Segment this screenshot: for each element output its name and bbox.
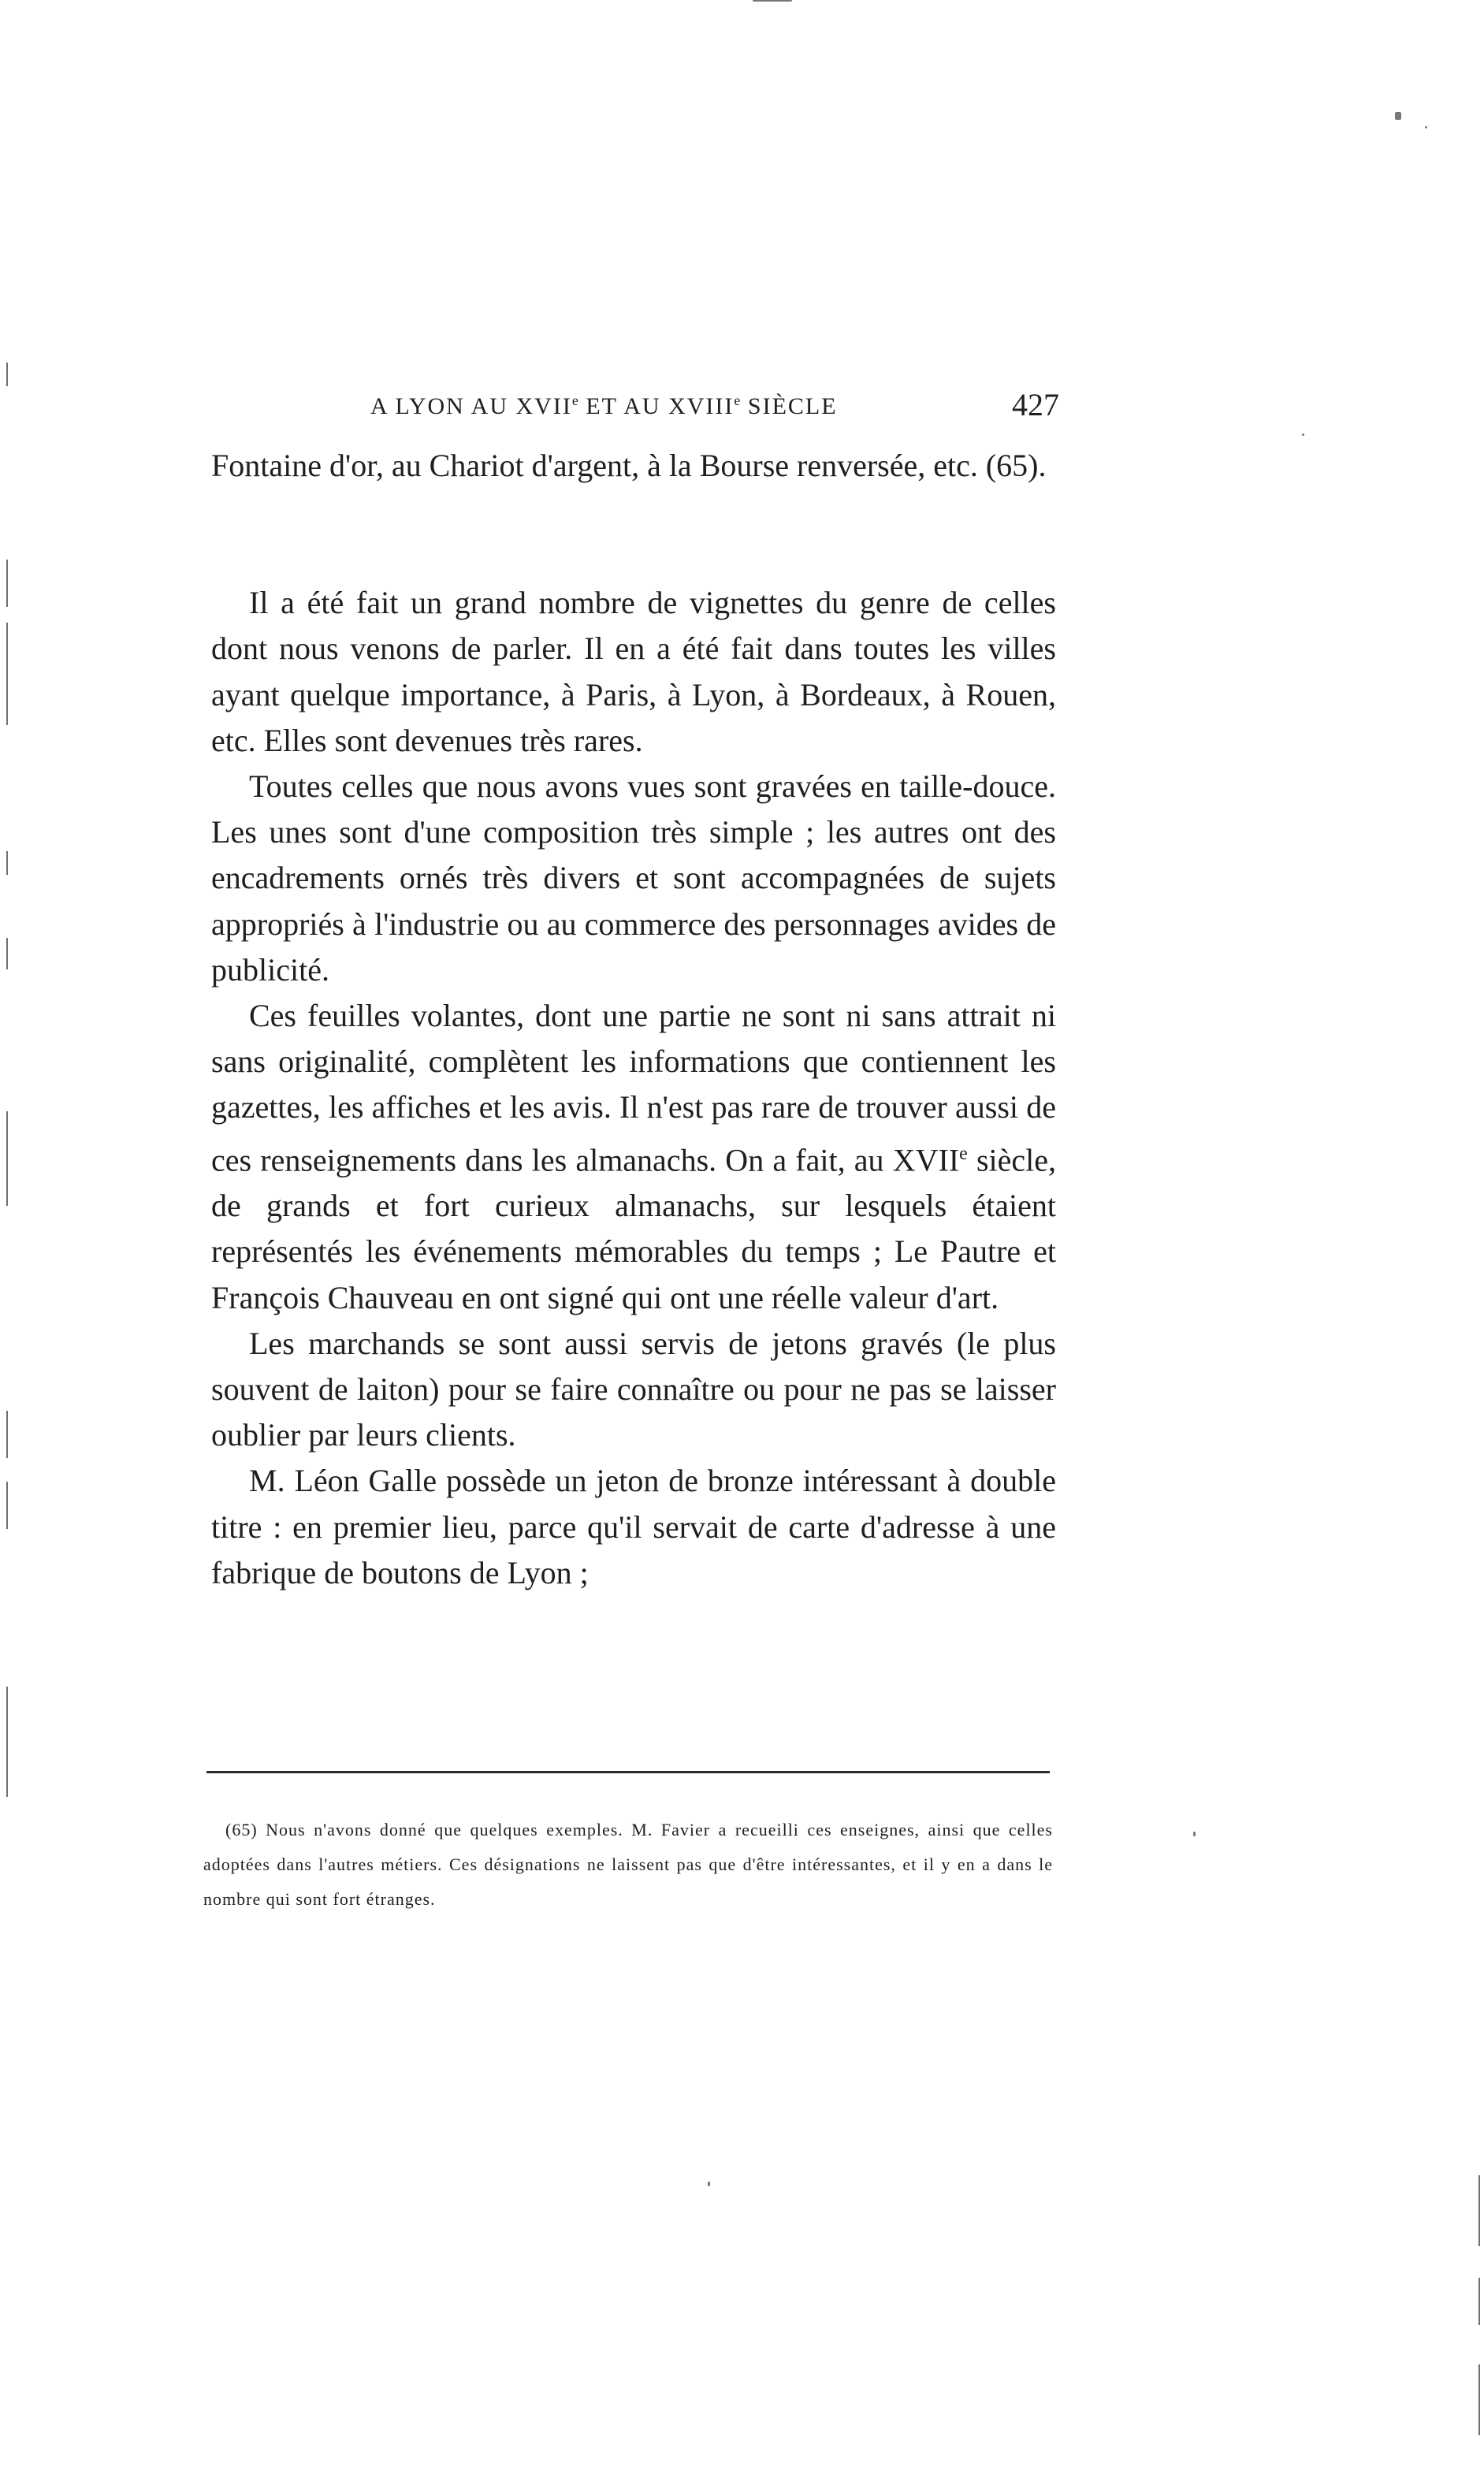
margin-mark [6,1687,8,1797]
speck [1302,433,1304,436]
footnotes [203,1813,1053,1917]
paragraph-4 [211,993,1056,1321]
speck [1425,126,1427,128]
margin-mark [6,1411,8,1458]
body-text [211,443,1056,1596]
margin-mark [6,938,8,969]
margin-mark [6,1111,8,1206]
margin-mark [1478,2278,1480,2325]
paragraph-4-text-b: siècle, de grands et fort curieux almanachs, sur lesquels étaient représentés les événements mémorables du temps ; Le Pautre et François Chauveau en ont signé qui ont une réelle valeur d'art. [211,1141,1056,1315]
margin-mark [6,1482,8,1529]
margin-mark [1478,2364,1480,2435]
margin-mark [6,560,8,607]
margin-mark [1478,2175,1480,2246]
paragraph-6: M. Léon Galle possède un jeton de bronze intéressant à double titre : en premier lieu, parce qu'il servait de carte d'adresse à une fabrique de boutons de Lyon ; [211,1463,1056,1590]
page-number: 427 [1012,387,1059,422]
footnote-separator-rule [206,1771,1050,1773]
running-title [370,392,838,420]
paragraph-5: Les marchands se sont aussi servis de jetons gravés (le plus souvent de laiton) pour se faire connaître ou pour ne pas se laisser oublier par leurs clients. [211,1325,1056,1453]
footnote-65: (65) Nous n'avons donné que quelques exemples. M. Favier a recueilli ces enseignes, ainsi que celles adoptées dans l'autres métiers. Ces désignations ne laissent pas que d'être intéressantes, et il y en a dans le nombre qui sont fort étranges. [203,1820,1053,1909]
margin-mark [6,623,8,725]
speck [1193,1832,1196,1836]
paragraph-2: Il a été fait un grand nombre de vignettes du genre de celles dont nous venons de parler. Il en a été fait dans toutes les villes ayant quelque importance, à Paris, à Lyon, à Bordeaux, à Rouen, etc. Elles sont devenues très rares. [211,585,1056,758]
paragraph-1: Fontaine d'or, au Chariot d'argent, à la Bourse renversée, etc. (65). [211,448,1047,483]
running-title-superscript-1: e [571,392,578,408]
running-title-superscript-2: e [734,392,741,408]
paragraph-4-text-a: Ces feuilles volantes, dont une partie ne sont ni sans attrait ni sans originalité, complètent les informations que contiennent les gazettes, les affiches et les avis. Il n'est pas rare de trouver aussi de ces renseignements dans les almanachs. On a fait, au XVII [211,998,1056,1177]
speck [753,0,792,2]
speck [708,2182,710,2186]
margin-mark [6,363,8,386]
speck [1395,112,1401,120]
running-title-text-3: SIÈCLE [740,393,838,419]
running-title-text-2: ET AU XVIII [578,393,735,419]
page-header [363,386,1064,426]
paragraph-3: Toutes celles que nous avons vues sont gravées en taille-douce. Les unes sont d'une composition très simple ; les autres ont des encadrements ornés très divers et sont accompagnées de sujets appropriés à l'industrie ou au commerce des personnages avides de publicité. [211,768,1056,988]
paragraph-4-superscript: e [959,1143,968,1164]
margin-mark [6,851,8,875]
running-title-text-1: A LYON AU XVII [370,393,572,419]
